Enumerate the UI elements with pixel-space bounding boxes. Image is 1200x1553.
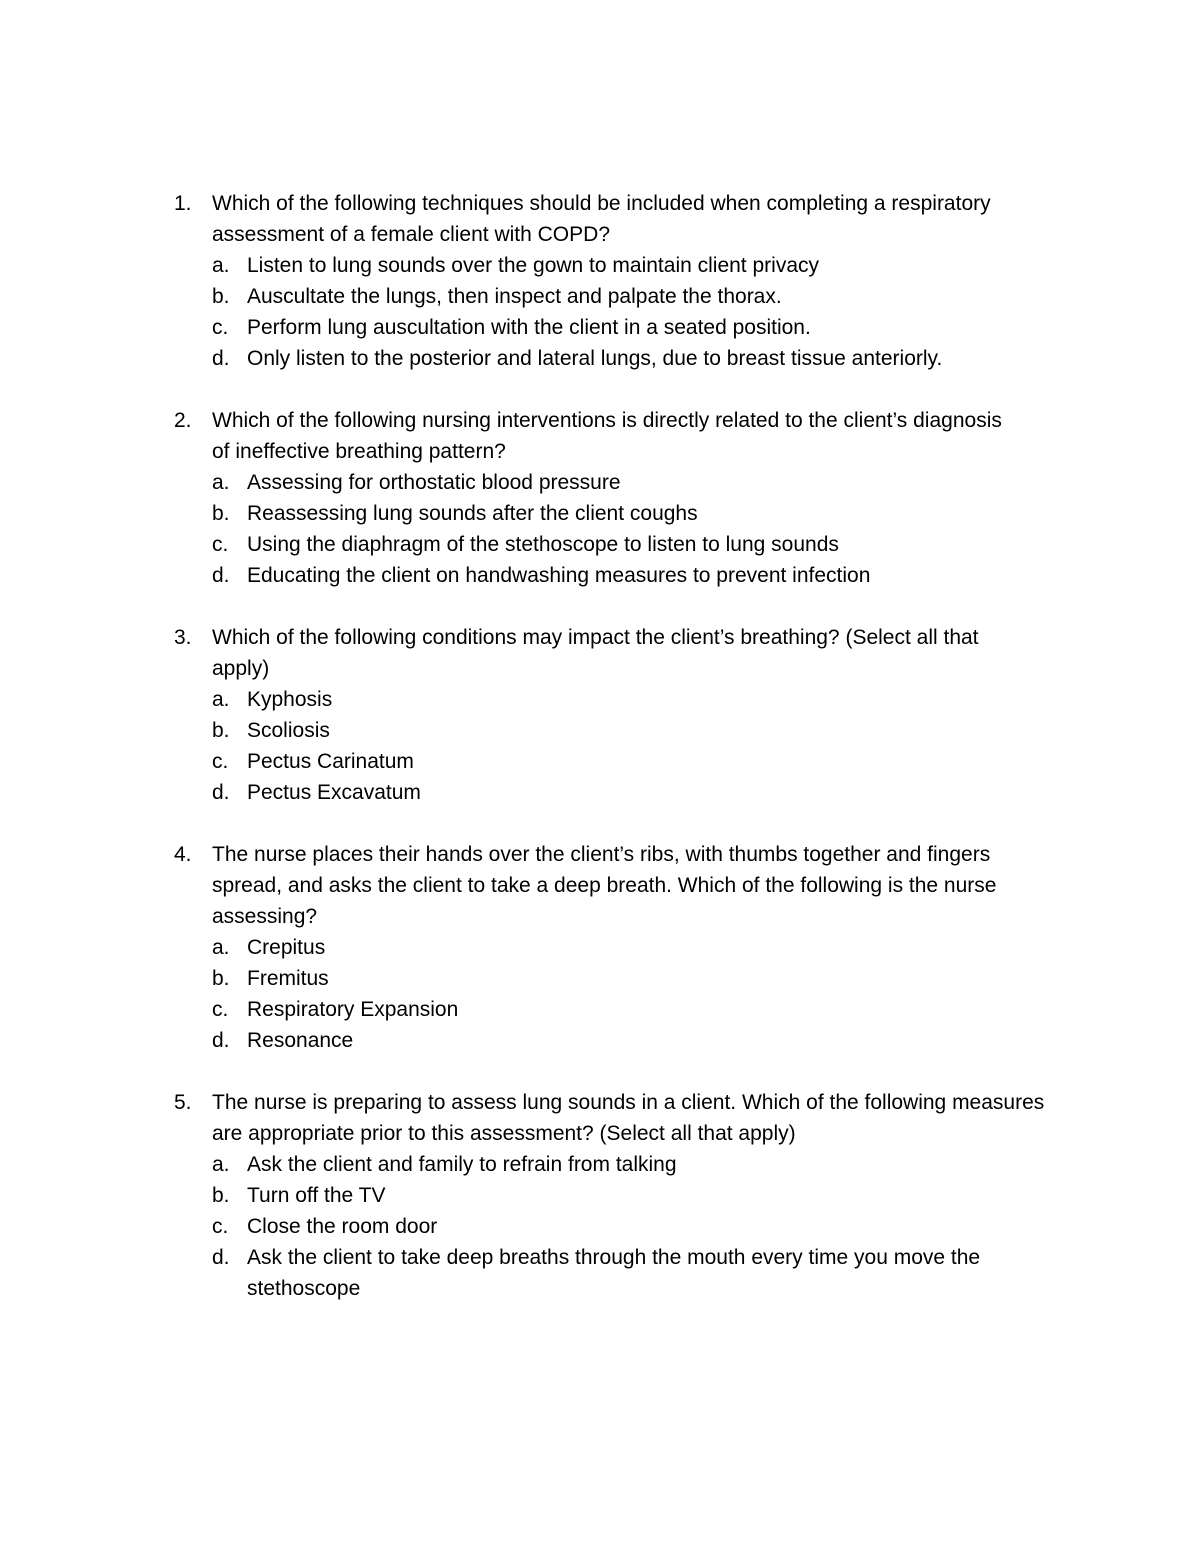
option-letter: b. [212, 285, 230, 308]
question-text-line: The nurse is preparing to assess lung sounds in a client. Which of the following measures [212, 1091, 1045, 1114]
option-letter: c. [212, 533, 229, 556]
option-text: Pectus Excavatum [247, 781, 421, 804]
option-text: Auscultate the lungs, then inspect and palpate the thorax. [247, 285, 782, 308]
option-text: Turn off the TV [247, 1184, 386, 1207]
option-text-continuation: stethoscope [247, 1277, 361, 1300]
option-letter: a. [212, 936, 230, 959]
option-text: Crepitus [247, 936, 326, 959]
question-text-line: Which of the following techniques should be included when completing a respiratory [212, 192, 991, 215]
question-text-line: Which of the following conditions may impact the client’s breathing? (Select all that [212, 626, 979, 649]
question-text-line: spread, and asks the client to take a deep breath. Which of the following is the nurse [212, 874, 997, 897]
question-text-line: apply) [212, 657, 270, 680]
option-letter: a. [212, 254, 230, 277]
option-letter: a. [212, 1153, 230, 1176]
option-text: Using the diaphragm of the stethoscope to listen to lung sounds [247, 533, 839, 556]
option-letter: d. [212, 564, 230, 587]
question-text-line: of ineffective breathing pattern? [212, 440, 506, 463]
question-number: 4. [174, 843, 192, 866]
option-text: Educating the client on handwashing measures to prevent infection [247, 564, 871, 587]
option-text: Resonance [247, 1029, 354, 1052]
option-text: Respiratory Expansion [247, 998, 459, 1021]
option-letter: d. [212, 781, 230, 804]
option-text: Close the room door [247, 1215, 438, 1238]
option-text: Scoliosis [247, 719, 330, 742]
question-text-line: assessing? [212, 905, 318, 928]
question-text-line: assessment of a female client with COPD? [212, 223, 610, 246]
option-letter: d. [212, 1029, 230, 1052]
question-number: 3. [174, 626, 192, 649]
option-letter: a. [212, 688, 230, 711]
option-letter: d. [212, 1246, 230, 1269]
option-text: Pectus Carinatum [247, 750, 414, 773]
question-text-line: Which of the following nursing interventions is directly related to the client’s diagnosis [212, 409, 1002, 432]
option-letter: c. [212, 998, 229, 1021]
option-letter: b. [212, 967, 230, 990]
option-letter: b. [212, 719, 230, 742]
option-letter: c. [212, 1215, 229, 1238]
question-number: 2. [174, 409, 192, 432]
option-letter: d. [212, 347, 230, 370]
option-text: Perform lung auscultation with the client in a seated position. [247, 316, 811, 339]
question-number: 5. [174, 1091, 192, 1114]
question-text-line: The nurse places their hands over the client’s ribs, with thumbs together and fingers [212, 843, 991, 866]
option-text: Fremitus [247, 967, 329, 990]
option-letter: b. [212, 502, 230, 525]
option-text: Ask the client and family to refrain from talking [247, 1153, 677, 1176]
option-letter: b. [212, 1184, 230, 1207]
question-number: 1. [174, 192, 192, 215]
option-letter: c. [212, 750, 229, 773]
option-letter: a. [212, 471, 230, 494]
option-text: Kyphosis [247, 688, 333, 711]
option-text: Ask the client to take deep breaths through the mouth every time you move the [247, 1246, 981, 1269]
option-text: Only listen to the posterior and lateral lungs, due to breast tissue anteriorly. [247, 347, 943, 370]
option-text: Listen to lung sounds over the gown to maintain client privacy [247, 254, 819, 277]
option-text: Reassessing lung sounds after the client coughs [247, 502, 698, 525]
question-text-line: are appropriate prior to this assessment? (Select all that apply) [212, 1122, 796, 1145]
option-text: Assessing for orthostatic blood pressure [247, 471, 621, 494]
option-letter: c. [212, 316, 229, 339]
